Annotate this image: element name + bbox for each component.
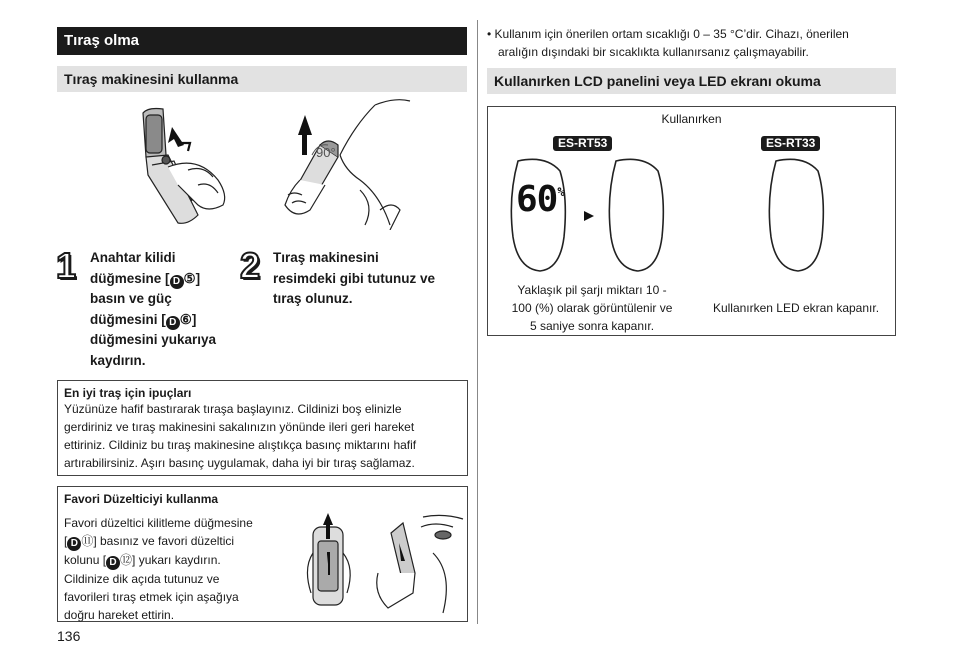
step-1-text: Anahtar kilidi düğmesine [ D ⑤] basın ve güç düğmesini [ D ⑥] düğmesini yukarıya kaydırın.: [90, 250, 217, 368]
subsection-title: Tıraş makinesini kullanma: [57, 66, 467, 92]
tips-title: En iyi traş için ipuçları: [64, 386, 192, 400]
step-1-number: 1: [56, 245, 77, 286]
trimmer-illustration: [303, 513, 468, 617]
d-badge-icon: D: [170, 275, 184, 289]
arrow-right-icon: [584, 211, 594, 221]
step-2-text: Tıraş makinesini resimdeki gibi tutunuz ve tıraş olunuz.: [273, 250, 436, 306]
d-badge-icon: D: [67, 537, 81, 551]
lcd-caption: Yaklaşık pil şarjı miktarı 10 - 100 (%) olarak görüntülenir ve 5 saniye sonra kapanır.: [511, 283, 673, 333]
tips-box: [57, 380, 468, 476]
lcd-subsection-title: Kullanırken LCD panelini veya LED ekranı okuma: [487, 68, 896, 94]
battery-percentage: 60%: [516, 179, 564, 220]
panel-header: Kullanırken: [661, 112, 722, 126]
shaver-lock-illustration: [128, 105, 240, 230]
trimmer-body: Favori düzeltici kilitleme düğmesine [ D ⑪] basınız ve favori düzeltici kolunu [ D ⑫] yukarı kaydırın. Cildinize dik açıda tutunuz ve favorileri tıraş etmek için aşağıya doğru hareket ettirin.: [64, 516, 253, 622]
d-badge-icon: D: [106, 556, 120, 570]
page-number: 136: [57, 628, 81, 644]
angle-label: 90°: [316, 145, 336, 160]
column-divider: [477, 20, 478, 624]
d-badge-icon: D: [166, 316, 180, 330]
trimmer-title: Favori Düzelticiyi kullanma: [64, 492, 219, 506]
model-badge-rt53: ES-RT53: [553, 136, 612, 151]
led-display-off: [769, 159, 823, 271]
tips-body: Yüzünüze hafif bastırarak tıraşa başlayınız. Cildinizi boş elinizle gerdiriniz ve tıraş makinesini sakalınızın yönünde ileri geri hareket ettiriniz. Cildiniz bu tıraş makinesine alıştıkça basınç miktarını hafif artırabilirsiniz. Aşırı basınç uygulamak, daha iyi bir tıraş sağlamaz.: [64, 402, 417, 470]
temperature-note: • Kullanım için önerilen ortam sıcaklığı 0 – 35 °C’dir. Cihazı, önerilen aralığın dışındaki bir sıcaklıkta kullanırsanız çalışmayabilir.: [487, 27, 849, 59]
lcd-display-off: [609, 159, 663, 271]
display-panel: [487, 106, 896, 336]
section-title: Tıraş olma: [57, 27, 467, 55]
trimmer-box: [57, 486, 468, 622]
model-badge-rt33: ES-RT33: [761, 136, 820, 151]
step-2-number: 2: [240, 245, 261, 286]
shaving-angle-illustration: [280, 95, 415, 230]
led-caption: Kullanırken LED ekran kapanır.: [712, 301, 880, 315]
